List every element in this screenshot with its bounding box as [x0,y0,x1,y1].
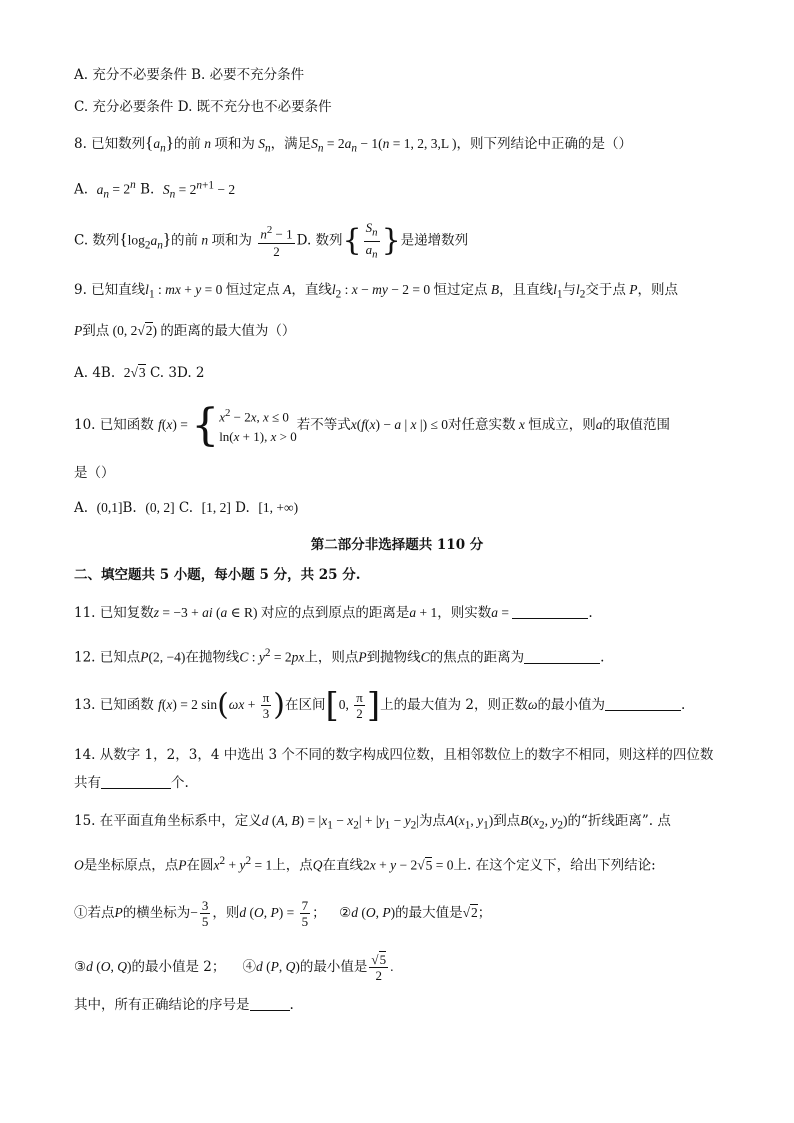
q14-line2: 共有 个. [74,775,189,791]
q11: 11. 已知复数z = −3 + ai (a ∈ R) 对应的点到原点的距离是a + 1，则实数a = . [74,605,593,621]
section-title: 第二部分非选择题共 110 分 [310,537,484,553]
q13: 13. 已知函数 f(x) = 2 sin(ωx + $\frac{\pi}{3}$ )在区间[0, $\frac{\pi}{2}$ ]上的最大值为 2，则正数ω的最小值为 . [74,685,686,726]
q14-answer-blank[interactable] [101,774,171,789]
q8-options-cd: C. 数列$\{\log_2a_n\}$的前 n 项和为 $\frac{n^2 - 1}{2}$ D. 数列{ $\frac{S_n}{a_n}$ }是递增数列 [74,220,469,261]
q7-options-cd: C. 充分必要条件 D. 既不充分也不必要条件 [74,99,332,115]
q11-answer-blank[interactable] [512,604,588,619]
q10-stem: 10. 已知函数 f(x) = { $x^2 - 2x$, x ≤ 0 ln(x + 1), x > 0 若不等式x(f(x) − a | x |) ≤ 0对任意实数 x 恒成立，则a的取值范围 [74,399,671,451]
q7-options-ab: A. 充分不必要条件 B. 必要不充分条件 [74,67,305,83]
q9-line1: 9. 已知直线$l_1$ : mx + y = 0 恒过定点 A，直线$l_2$ : x − my − 2 = 0 恒过定点 B，且直线$l_1$与$l_2$交于点 P，则点 [74,282,678,301]
q15-answer-blank[interactable] [250,996,290,1011]
q10-options: A. (0,1]B. (0, 2] C. [1, 2] D. [1, +∞) [74,500,299,516]
q8-options-ab: A. $a_n = 2^n$ B. $S_n = 2^{n+1} - 2$ [74,179,236,201]
q15-line1: 15. 在平面直角坐标系中，定义d (A, $B) = |x_1 - x_2| + |y_1 - y_2|$为点$A(x_1$, $y_1$)到点$B(x_2$, $y_2$)的“折线距离”. 点 [74,813,671,832]
q12-answer-blank[interactable] [524,649,600,664]
q8-stem: 8. 已知数列$\{a_n\}$的前 n 项和为 $S_n$，满足$S_n = 2a_n - 1(n = 1$, 2, 3,L )，则下列结论中正确的是（） [74,133,632,155]
q12: 12. 已知点P(2, −4)在抛物线C : $y^2 = 2px$上，则点P到抛物线C的焦点的距离为 . [74,647,605,666]
q9-line2: P到点 (0, 2√2) 的距离的最大值为（） [74,323,296,339]
section-heading: 二、填空题共 5 小题，每小题 5 分，共 25 分. [74,567,361,583]
q10-line2: 是（） [74,465,115,481]
q13-answer-blank[interactable] [605,696,681,711]
q15-line2: O是坐标原点，点P在圆$x^2 + y^2 = 1$上，点Q在直线2x + y − 2√5 = 0上. 在这个定义下，给出下列结论: [74,855,656,874]
q15-conclusions-12: ①若点P的横坐标为− $\frac{3}{5}$ ，则d (O, P) = $\frac{7}{5}$ ； ②d (O, P)的最大值是√2； [74,898,492,929]
q9-options: A. 4B. 2√3 C. 3D. 2 [74,365,205,381]
q14-line1: 14. 从数字 1，2，3，4 中选出 3 个不同的数字构成四位数，且相邻数位上的数字不相同，则这样的四位数 [74,747,714,763]
q15-answer-line: 其中，所有正确结论的序号是 . [74,997,294,1013]
q15-conclusions-34: ③d (O, Q)的最小值是 2； ④d (P, Q)的最小值是 $\frac{√5}{2}$ . [74,952,394,983]
